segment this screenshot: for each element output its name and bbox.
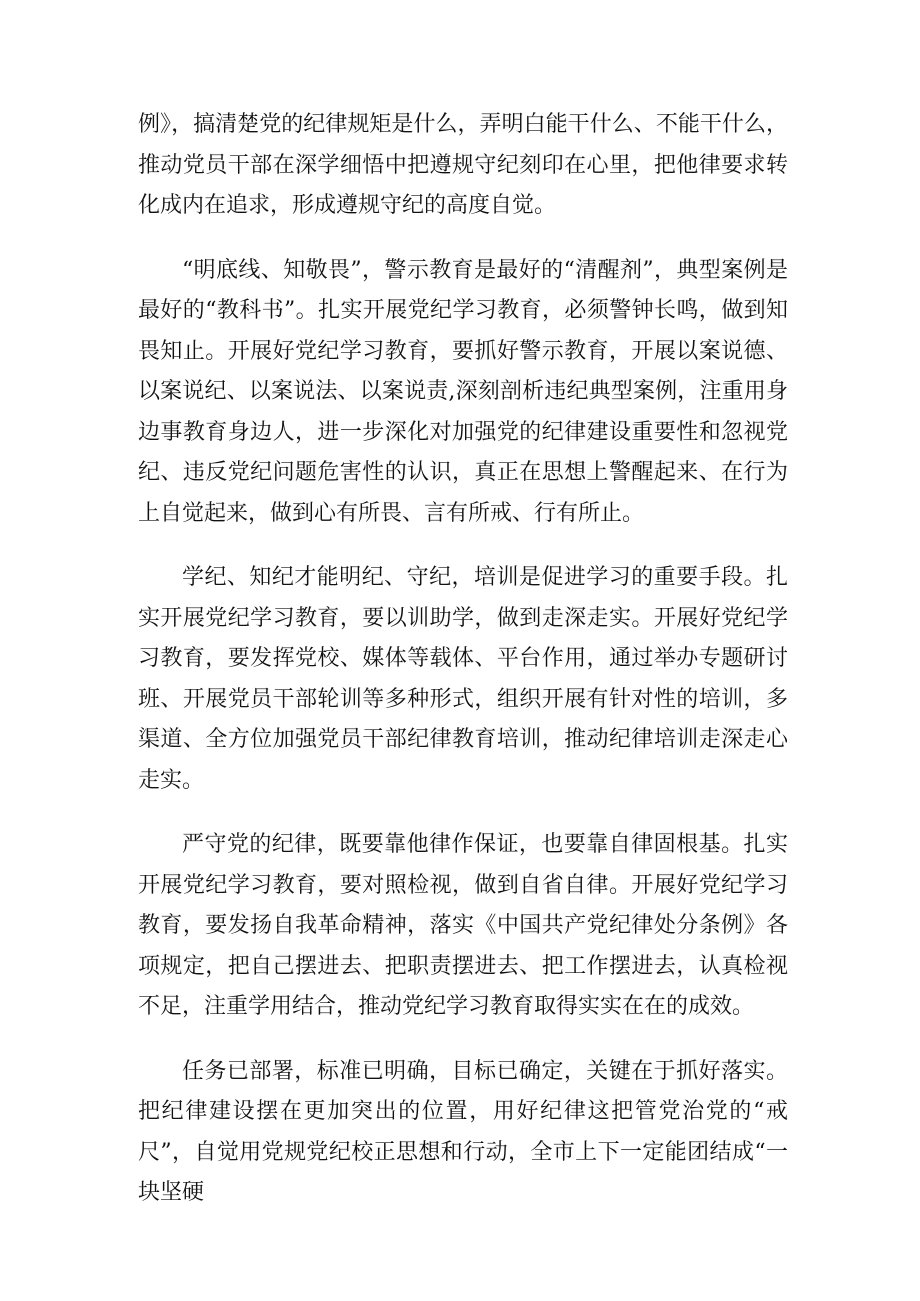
paragraph-3: 学纪、知纪才能明纪、守纪，培训是促进学习的重要手段。扎实开展党纪学习教育，要以训助学，做到走深走实。开展好党纪学习教育，要发挥党校、媒体等载体、平台作用，通过举办专题研讨班、开展党员干部轮训等多种形式，组织开展有针对性的培训，多渠道、全方位加强党员干部纪律教育培训，推动纪律培训走深走心走实。 [138, 565, 788, 793]
paragraph-2: “明底线、知敬畏”，警示教育是最好的“清醒剂”，典型案例是最好的“教科书”。扎实开展党纪学习教育，必须警钟长鸣，做到知畏知止。开展好党纪学习教育，要抓好警示教育，开展以案说德、以案说纪、以案说法、以案说责,深刻剖析违纪典型案例，注重用身边事教育身边人，进一步深化对加强党的纪律建设重要性和忽视党纪、违反党纪问题危害性的认识，真正在思想上警醒起来、在行为上自觉起来，做到心有所畏、言有所戒、行有所止。 [138, 257, 788, 526]
document-page [138, 105, 788, 1214]
paragraph-5: 任务已部署，标准已明确，目标已确定，关键在于抓好落实。把纪律建设摆在更加突出的位置，用好纪律这把管党治党的“戒尺”，自觉用党规党纪校正思想和行动，全市上下一定能团结成“一块坚硬 [138, 1058, 788, 1205]
paragraph-1: 例》，搞清楚党的纪律规矩是什么，弄明白能干什么、不能干什么，推动党员干部在深学细悟中把遵规守纪刻印在心里，把他律要求转化成内在追求，形成遵规守纪的高度自觉。 [138, 112, 788, 218]
paragraph-4: 严守党的纪律，既要靠他律作保证，也要靠自律固根基。扎实开展党纪学习教育，要对照检视，做到自省自律。开展好党纪学习教育，要发扬自我革命精神，落实《中国共产党纪律处分条例》各项规定，把自己摆进去、把职责摆进去、把工作摆进去，认真检视不足，注重学用结合，推动党纪学习教育取得实实在在的成效。 [138, 832, 788, 1019]
